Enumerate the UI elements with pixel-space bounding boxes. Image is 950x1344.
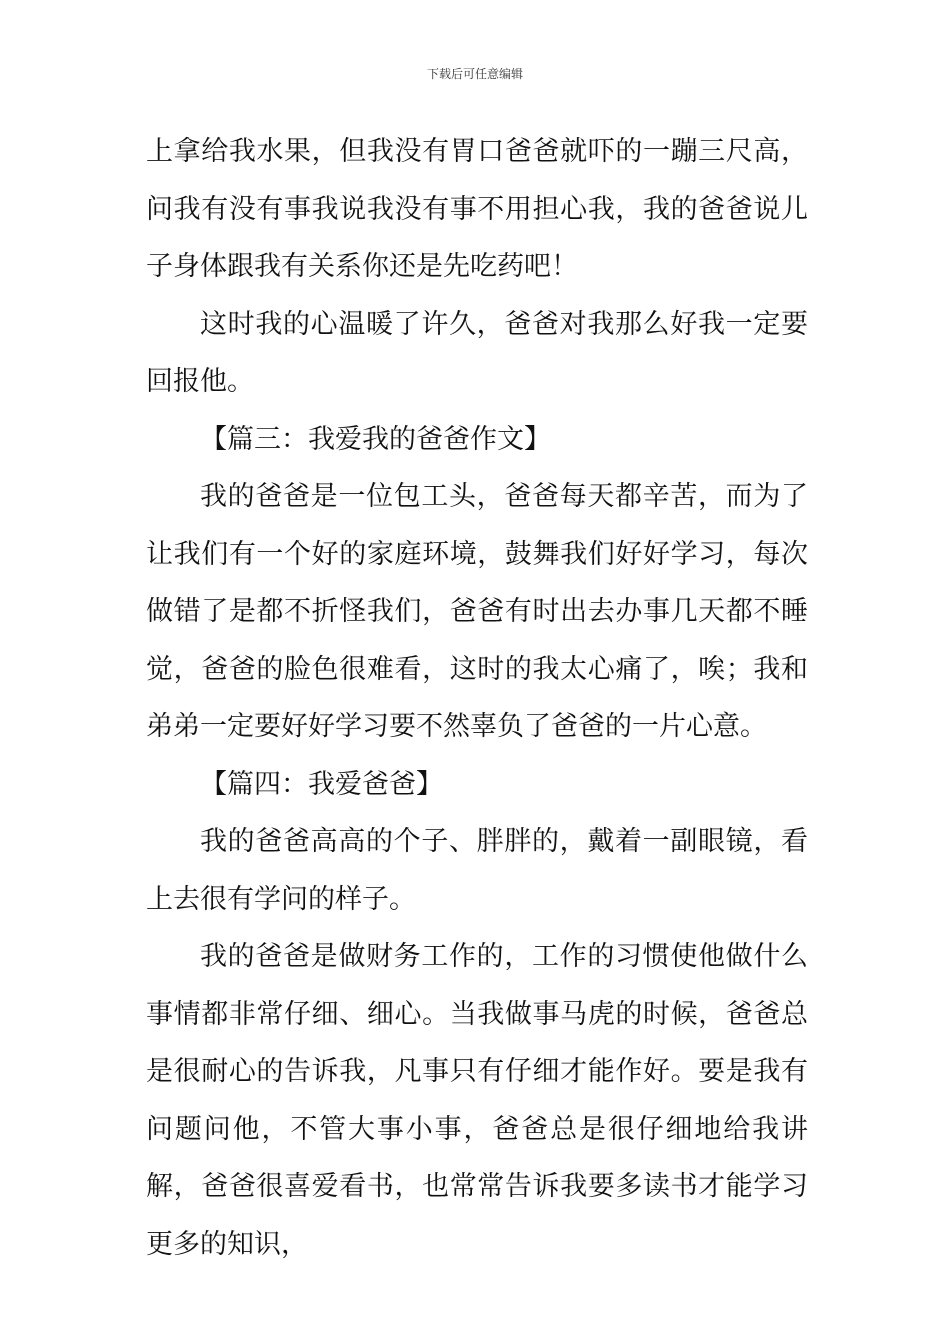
paragraph: 我的爸爸是一位包工头，爸爸每天都辛苦，而为了让我们有一个好的家庭环境，鼓舞我们好好学习，每次做错了是都不折怪我们，爸爸有时出去办事几天都不睡觉，爸爸的脸色很难看，这时的我太心痛了，唉；我和弟弟一定要好好学习要不然辜负了爸爸的一片心意。	[146, 481, 808, 742]
paragraph-continuation: 上拿给我水果，但我没有胃口爸爸就吓的一蹦三尺高，问我有没有事我说我没有事不用担心我，我的爸爸说儿子身体跟我有关系你还是先吃药吧！	[146, 136, 808, 282]
page-header: 下载后可任意编辑	[426, 67, 523, 81]
paragraph: 这时我的心温暖了许久，爸爸对我那么好我一定要回报他。	[146, 308, 808, 397]
document-body	[146, 123, 808, 1273]
paragraph: 我的爸爸高高的个子、胖胖的，戴着一副眼镜，看上去很有学问的样子。	[146, 826, 808, 915]
section-heading-part-four: 【篇四：我爱爸爸】	[200, 768, 443, 800]
section-heading-part-three: 【篇三：我爱我的爸爸作文】	[200, 423, 551, 455]
paragraph: 我的爸爸是做财务工作的，工作的习惯使他做什么事情都非常仔细、细心。当我做事马虎的时候，爸爸总是很耐心的告诉我，凡事只有仔细才能作好。要是我有问题问他，不管大事小事，爸爸总是很仔细地给我讲解，爸爸很喜爱看书，也常常告诉我要多读书才能学习更多的知识，	[146, 941, 808, 1260]
